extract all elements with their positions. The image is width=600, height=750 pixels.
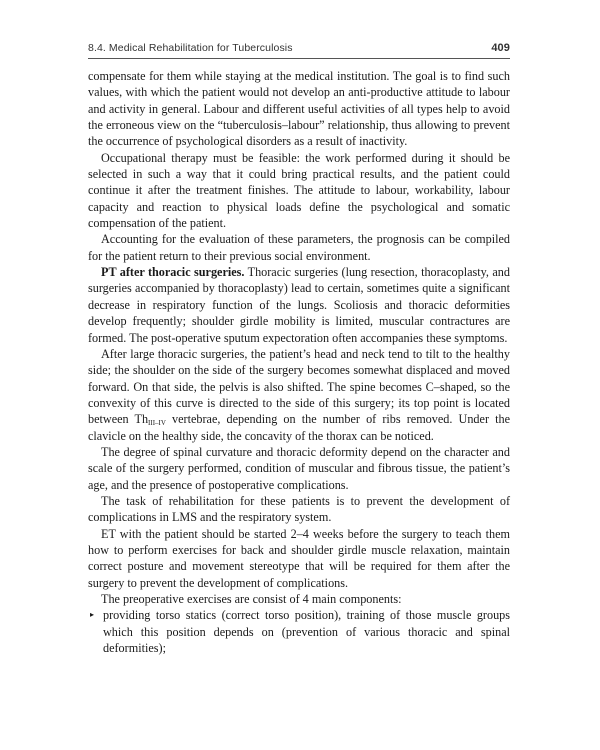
paragraph-8: ET with the patient should be started 2–4 weeks before the surgery to teach them how to perform exercises for back and shoulder girdle muscle relaxation, maintain correct posture and movement stereotype that will be required for them after the surgery to prevent the development of complications.: [88, 526, 510, 590]
section-lead-heading: PT after thoracic surgeries.: [101, 265, 245, 280]
paragraph-2: Occupational therapy must be feasible: the work performed during it should be selected in such a way that it could bring practical results, and the patient could continue it after the treatment finishes. The attitude to labour, workability, labour capacity and reaction to physical loads define the psychological and somatic compensation of the patient.: [88, 150, 510, 231]
bullet-triangle-icon: ▸: [90, 610, 95, 620]
paragraph-9: The preoperative exercises are consist of 4 main components:: [101, 592, 402, 606]
paragraph-5-text-before: After large thoracic surgeries, the patient’s head and neck tend to tilt to the healthy side; the shoulder on the side of the surgery becomes somewhat displaced and moved forward. On that side, the pelvis is also shifted. The spine becomes C–shaped, so the convexity of this curve is directed to the side of this surgery; its top point is located between Th: [88, 346, 510, 427]
paragraph-4: [88, 264, 510, 346]
paragraph-5: [88, 346, 510, 444]
vertebrae-subscript: III–IV: [148, 419, 166, 428]
paragraph-5-text-after: vertebrae, depending on the number of ribs removed. Under the clavicle on the healthy side, the concavity of the thorax can be noticed.: [88, 412, 511, 443]
body-text: [88, 68, 510, 656]
list-item-text: providing torso statics (correct torso position), training of those muscle groups which this position depends on (prevention of various thoracic and spinal deformities);: [103, 608, 510, 656]
paragraph-1: compensate for them while staying at the medical institution. The goal is to find such values, with which the patient would not develop an anti-productive attitude to labour and activity in general. Labour and different useful activities of all types help to avoid the erroneous view on the “tuberculosis–labour” relationship, thus allowing to prevent the occurrence of psychological disorders as a result of inactivity.: [88, 69, 510, 149]
running-head: [88, 42, 510, 59]
paragraph-4-text: Thoracic surgeries (lung resection, thoracoplasty, and surgeries accompanied by thoracoplasty) lead to certain, sometimes quite a significant decrease in respiratory function of the lungs. Scoliosis and thoracic deformities develop frequently; shoulder girdle mobility is limited, muscular contractures are formed. The post-operative sputum expectoration often accompanies these symptoms.: [88, 265, 510, 345]
section-title: 8.4. Medical Rehabilitation for Tuberculosis: [88, 42, 293, 54]
paragraph-6: The degree of spinal curvature and thoracic deformity depend on the character and scale of the surgery performed, condition of muscular and fibrous tissue, the patient’s age, and the presence of postoperative complications.: [88, 444, 510, 492]
list-item: [88, 607, 510, 656]
paragraph-7: The task of rehabilitation for these patients is to prevent the development of complications in LMS and the respiratory system.: [88, 493, 510, 525]
book-page: [88, 42, 510, 656]
page-number: 409: [491, 42, 510, 54]
paragraph-3: Accounting for the evaluation of these parameters, the prognosis can be compiled for the patient return to their previous social environment.: [88, 232, 510, 263]
